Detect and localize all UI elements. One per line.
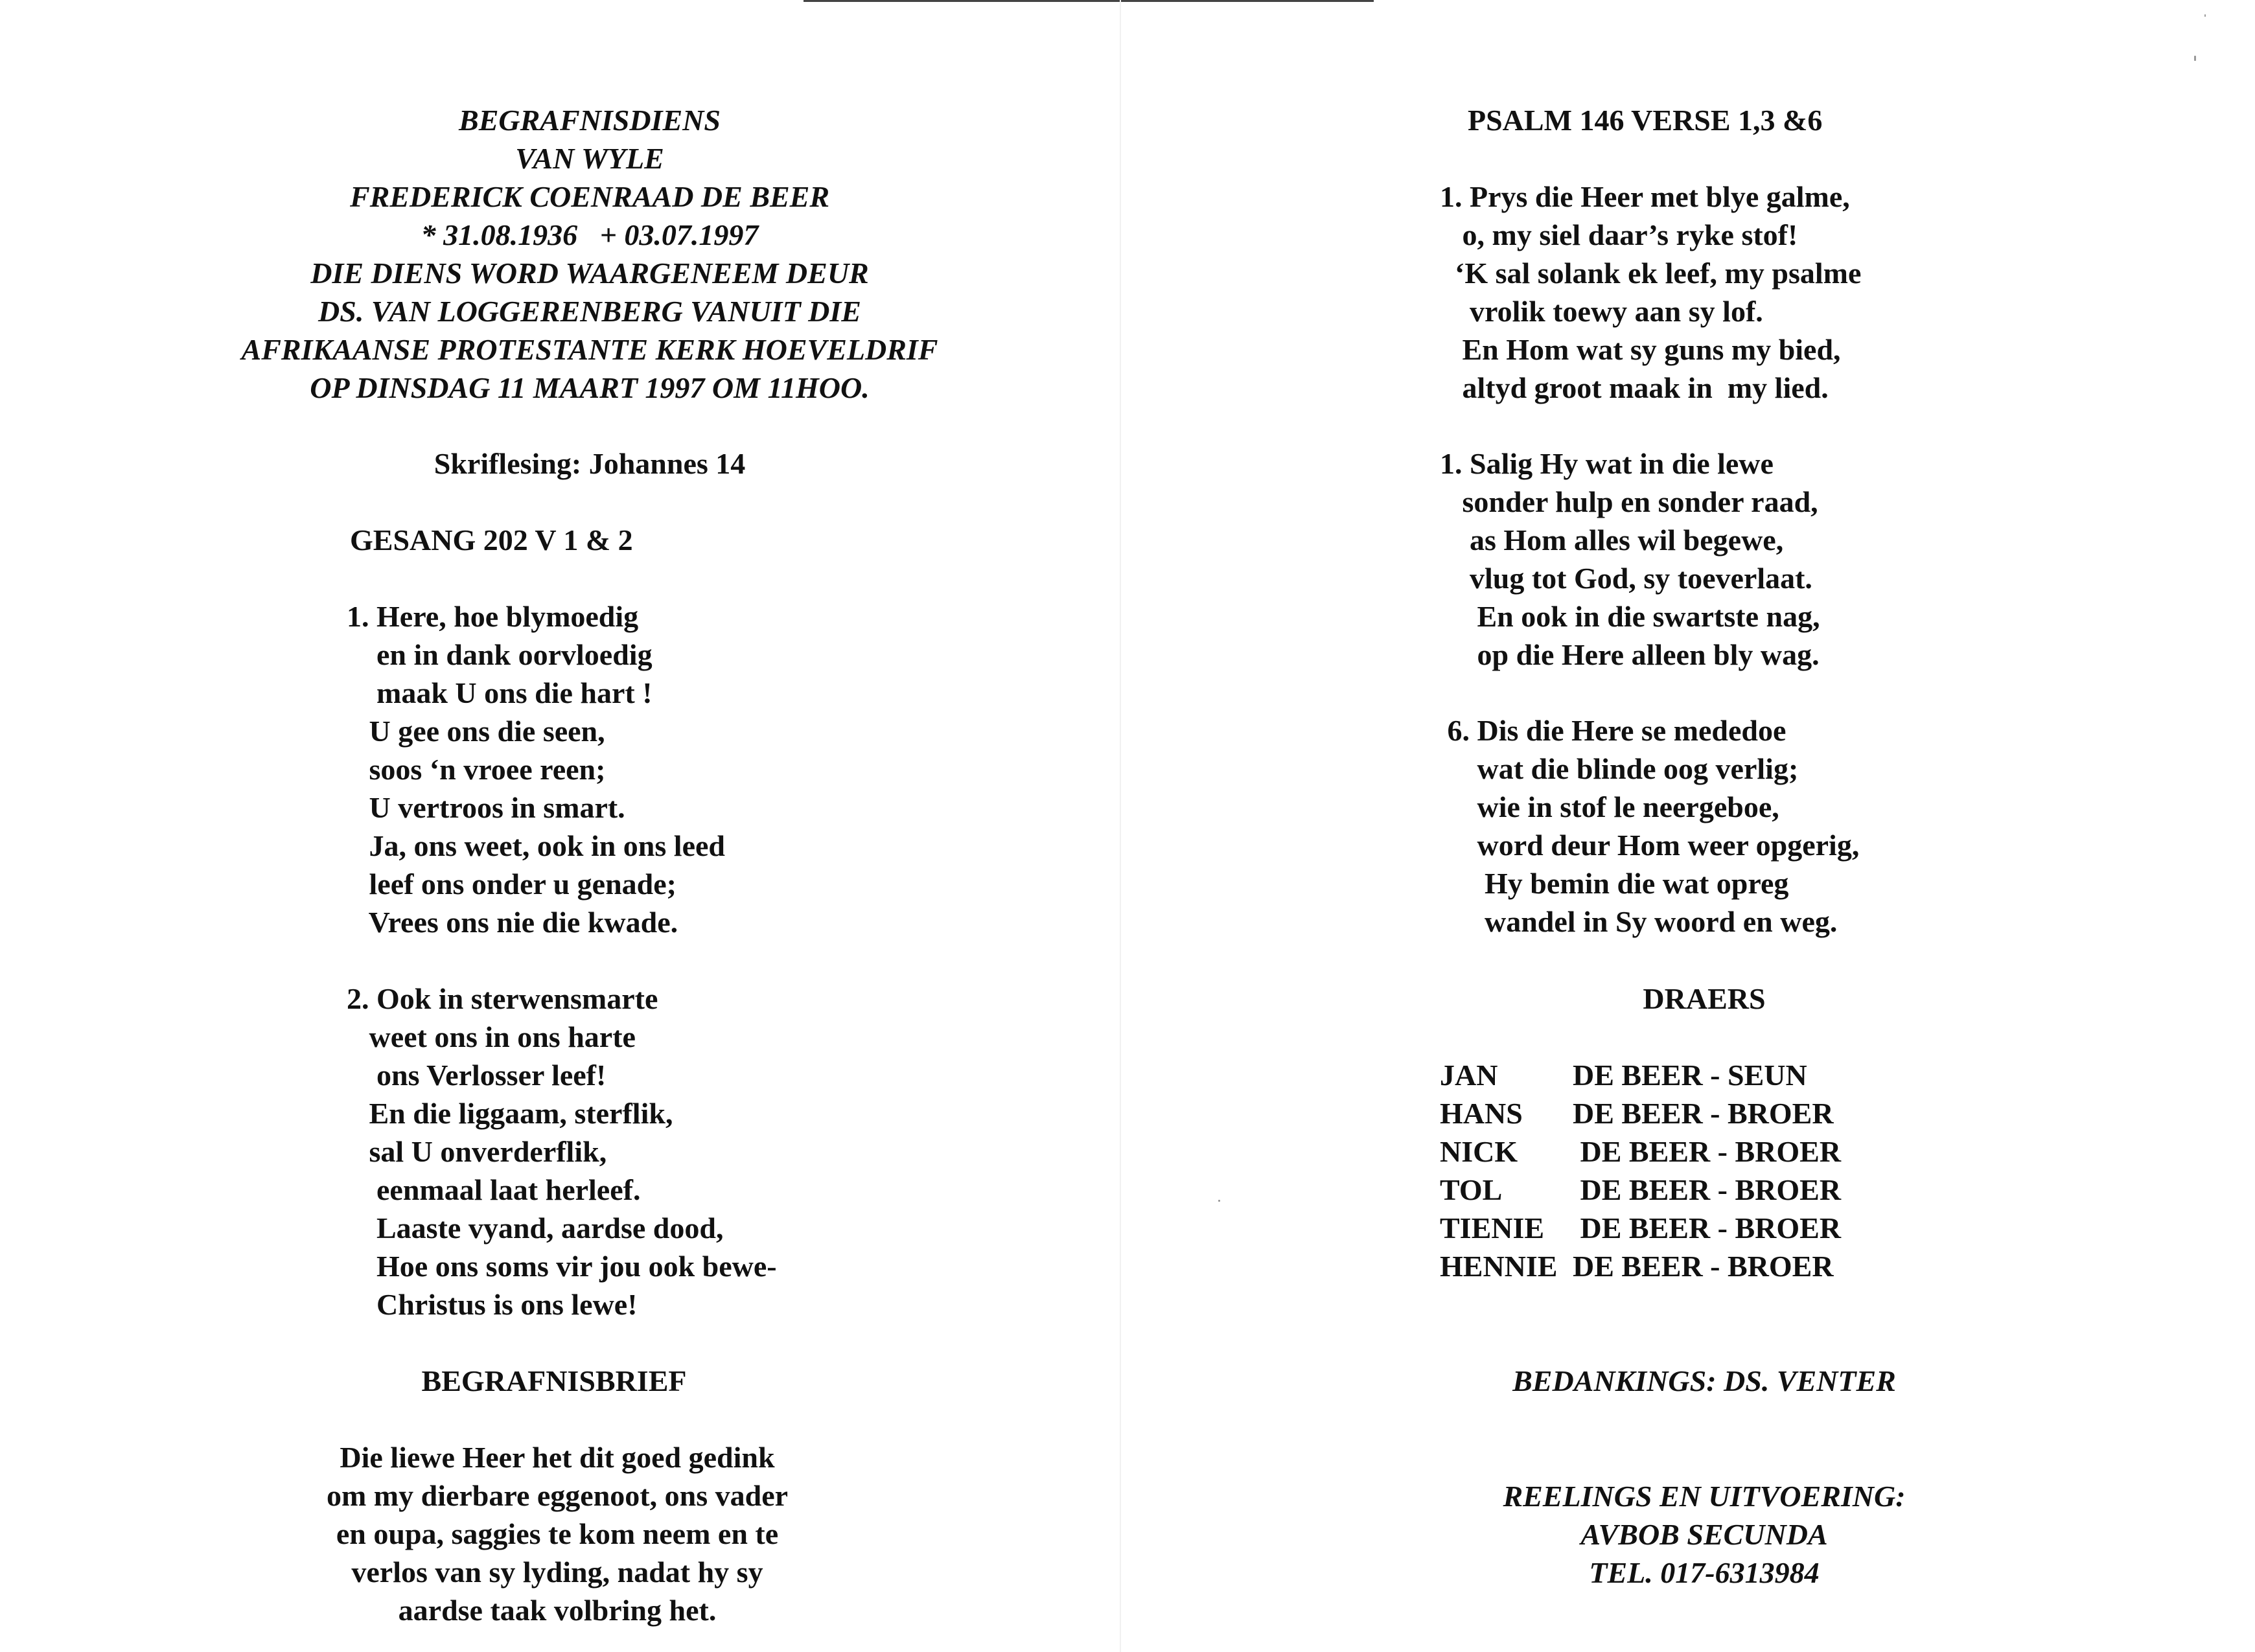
- bearer-first-name: NICK: [1440, 1135, 1518, 1168]
- bearer-first-name: TOL: [1440, 1173, 1503, 1206]
- letter-title: [295, 1362, 813, 1400]
- header-line: DS. VAN LOGGERENBERG VANUIT DIE: [318, 295, 861, 328]
- bearer-row: [1440, 1132, 1841, 1171]
- bearer-row: [1440, 1247, 1841, 1285]
- psalm-verse-6: [1440, 711, 1859, 941]
- right-page: [1115, 0, 2255, 1652]
- bearer-first-name: JAN: [1440, 1059, 1498, 1092]
- verse-line: 6. Dis die Here se mededoe: [1440, 714, 1787, 747]
- bearer-row: [1440, 1209, 1841, 1247]
- left-page: [0, 0, 1115, 1652]
- verse-line: 2. Ook in sterwensmarte: [347, 982, 658, 1015]
- verse-line: U gee ons die seen,: [347, 715, 605, 748]
- arrangements-line: REELINGS EN UITVOERING:: [1503, 1480, 1906, 1513]
- verse-line: ons Verlosser leef!: [347, 1059, 607, 1092]
- verse-line: Christus is ons lewe!: [347, 1288, 638, 1321]
- bearer-row: [1440, 1094, 1841, 1132]
- bearer-relation: DE BEER - SEUN: [1573, 1059, 1807, 1092]
- bearers-title: [1542, 980, 1866, 1018]
- bearer-row: [1440, 1171, 1841, 1209]
- header-line: AFRIKAANSE PROTESTANTE KERK HOEVELDRIF: [241, 333, 938, 366]
- thanks-text: BEDANKINGS: DS. VENTER: [1512, 1364, 1896, 1397]
- verse-line: 1. Salig Hy wat in die lewe: [1440, 447, 1774, 480]
- verse-line: Vrees ons nie die kwade.: [347, 906, 678, 939]
- verse-line: U vertroos in smart.: [347, 791, 625, 824]
- letter-line: om my dierbare eggenoot, ons vader: [326, 1479, 789, 1512]
- verse-line: vlug tot God, sy toeverlaat.: [1440, 562, 1812, 595]
- letter-line: verlos van sy lyding, nadat hy sy: [351, 1555, 763, 1589]
- bearer-relation: DE BEER - BROER: [1573, 1097, 1834, 1130]
- verse-line: sal U onverderflik,: [347, 1135, 607, 1168]
- verse-line: eenmaal laat herleef.: [347, 1173, 641, 1206]
- letter-line: Die liewe Heer het dit goed gedink: [340, 1441, 775, 1474]
- letter-line: en oupa, saggies te kom neem en te: [336, 1517, 779, 1550]
- verse-line: 1. Here, hoe blymoedig: [347, 600, 639, 633]
- verse-line: altyd groot maak in my lied.: [1440, 371, 1829, 404]
- verse-line: op die Here alleen bly wag.: [1440, 638, 1820, 671]
- verse-line: Ja, ons weet, ook in ons leed: [347, 829, 725, 862]
- verse-line: wandel in Sy woord en weg.: [1440, 905, 1838, 938]
- letter-title-text: BEGRAFNISBRIEF: [421, 1364, 687, 1397]
- bearer-relation: DE BEER - BROER: [1573, 1135, 1842, 1168]
- verse-line: wie in stof le neergeboe,: [1440, 790, 1779, 823]
- header-line: BEGRAFNISDIENS: [459, 104, 721, 137]
- verse-line: soos ‘n vroee reen;: [347, 753, 606, 786]
- psalm-title-text: PSALM 146 VERSE 1,3 &6: [1468, 104, 1823, 137]
- verse-line: o, my siel daar’s ryke stof!: [1440, 218, 1798, 251]
- bearers-title-text: DRAERS: [1643, 982, 1766, 1015]
- verse-line: En die liggaam, sterflik,: [347, 1097, 673, 1130]
- hymn-title: [350, 521, 633, 559]
- verse-line: Laaste vyand, aardse dood,: [347, 1211, 724, 1245]
- hymn-verse-1: [347, 597, 725, 941]
- thanks-line: [1451, 1362, 1957, 1400]
- hymn-verse-2: [347, 980, 777, 1324]
- verse-line: leef ons onder u genade;: [347, 867, 676, 901]
- verse-line: en in dank oorvloedig: [347, 638, 653, 671]
- bearer-row: [1440, 1056, 1841, 1094]
- header-line: OP DINSDAG 11 MAART 1997 OM 11HOO.: [310, 371, 870, 404]
- header-line: * 31.08.1936 + 03.07.1997: [421, 218, 759, 251]
- bearer-relation: DE BEER - BROER: [1573, 1173, 1842, 1206]
- arrangements-line: AVBOB SECUNDA: [1580, 1518, 1828, 1551]
- verse-line: Hoe ons soms vir jou ook bewe-: [347, 1250, 777, 1283]
- arrangements-line: TEL. 017-6313984: [1589, 1556, 1820, 1589]
- verse-line: as Hom alles wil begewe,: [1440, 523, 1784, 556]
- verse-line: maak U ons die hart !: [347, 676, 653, 709]
- service-header: [194, 101, 985, 407]
- letter-line: aardse taak volbring het.: [398, 1594, 717, 1627]
- verse-line: Hy bemin die wat opreg: [1440, 867, 1789, 900]
- bearer-first-name: HANS: [1440, 1097, 1523, 1130]
- funeral-letter: [259, 1438, 855, 1629]
- verse-line: weet ons in ons harte: [347, 1020, 636, 1053]
- psalm-verse-3: [1440, 444, 1820, 674]
- scripture-reading: [324, 444, 855, 483]
- verse-line: En ook in die swartste nag,: [1440, 600, 1820, 633]
- psalm-verse-1: [1440, 178, 1861, 407]
- verse-line: vrolik toewy aan sy lof.: [1440, 295, 1763, 328]
- bearer-relation: DE BEER - BROER: [1573, 1211, 1842, 1245]
- bearer-first-name: HENNIE: [1440, 1250, 1558, 1283]
- verse-line: En Hom wat sy guns my bied,: [1440, 333, 1841, 366]
- verse-line: 1. Prys die Heer met blye galme,: [1440, 180, 1850, 213]
- scripture-text: Skriflesing: Johannes 14: [434, 447, 746, 480]
- bearers-list: [1440, 1056, 1841, 1285]
- verse-line: sonder hulp en sonder raad,: [1440, 485, 1818, 518]
- header-line: DIE DIENS WORD WAARGENEEM DEUR: [310, 257, 869, 290]
- bearer-relation: DE BEER - BROER: [1573, 1250, 1834, 1283]
- hymn-title-text: GESANG 202 V 1 & 2: [350, 523, 633, 556]
- psalm-title: [1468, 101, 1822, 139]
- verse-line: wat die blinde oog verlig;: [1440, 752, 1799, 785]
- verse-line: ‘K sal solank ek leef, my psalme: [1440, 257, 1862, 290]
- header-line: VAN WYLE: [515, 142, 664, 175]
- arrangements: [1451, 1477, 1957, 1592]
- verse-line: word deur Hom weer opgerig,: [1440, 829, 1860, 862]
- header-line: FREDERICK COENRAAD DE BEER: [349, 180, 830, 213]
- bearer-first-name: TIENIE: [1440, 1211, 1545, 1245]
